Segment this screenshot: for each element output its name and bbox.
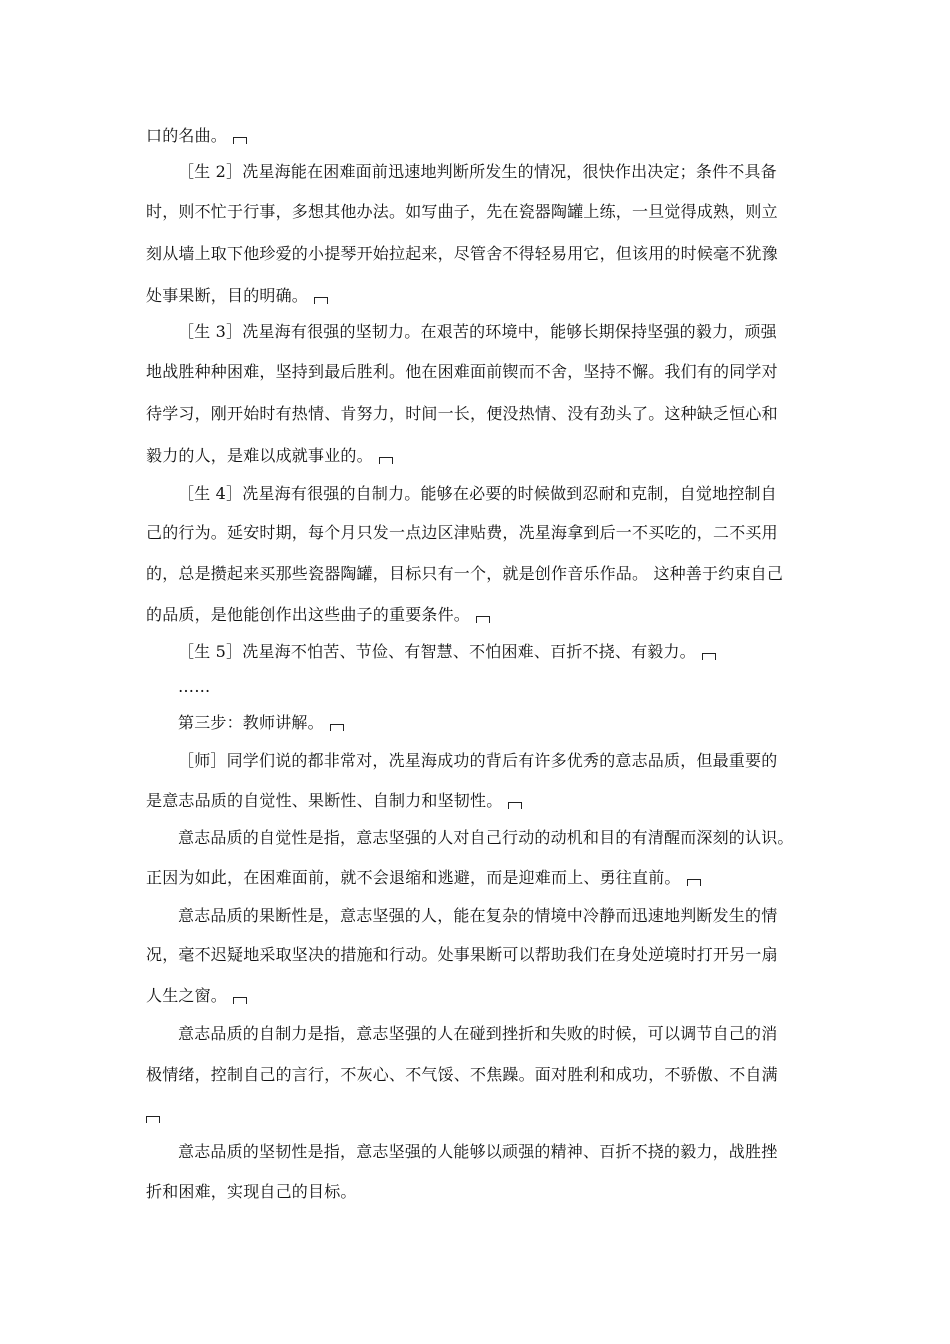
- text-line: 正因为如此，在困难面前，就不会退缩和逃避，而是迎难而上、勇往直前。: [146, 867, 836, 889]
- text-line: ［师］同学们说的都非常对，冼星海成功的背后有许多优秀的意志品质，但最重要的: [178, 751, 778, 770]
- paragraph-mark-icon: [233, 137, 247, 144]
- text-line: 己的行为。延安时期，每个月只发一点边区津贴费，冼星海拿到后一不买吃的，二不买用: [146, 523, 778, 542]
- text-line: 口的名曲。: [146, 125, 836, 147]
- text-line: ［生 5］冼星海不怕苦、节俭、有智慧、不怕困难、百折不挠、有毅力。: [178, 641, 836, 663]
- text-line: 折和困难，实现自己的目标。: [146, 1182, 357, 1201]
- text-line: 极情绪，控制自己的言行，不灰心、不气馁、不焦躁。面对胜利和成功，不骄傲、不自满: [146, 1065, 778, 1084]
- text-line: ［生 3］冼星海有很强的坚韧力。在艰苦的环境中，能够长期保持坚强的毅力，顽强: [178, 322, 777, 341]
- paragraph-mark-icon: [146, 1116, 160, 1123]
- text-line: 是意志品质的自觉性、果断性、自制力和坚韧性。: [146, 790, 836, 812]
- text-line: 意志品质的坚韧性是指，意志坚强的人能够以顽强的精神、百折不挠的毅力，战胜挫: [178, 1142, 778, 1161]
- text-line: 待学习，刚开始时有热情、肯努力，时间一长，便没热情、没有劲头了。这种缺乏恒心和: [146, 404, 778, 423]
- paragraph-mark-icon: [314, 297, 328, 304]
- paragraph-mark-icon: [330, 724, 344, 731]
- text-line: 意志品质的果断性是，意志坚强的人，能在复杂的情境中冷静而迅速地判断发生的情: [178, 906, 778, 925]
- text-line: 刻从墙上取下他珍爱的小提琴开始拉起来，尽管舍不得轻易用它，但该用的时候毫不犹豫: [146, 244, 778, 263]
- paragraph-mark-icon: [702, 653, 716, 660]
- text-line: 第三步：教师讲解。: [178, 712, 836, 734]
- text-line: 的，总是攒起来买那些瓷器陶罐，目标只有一个，就是创作音乐作品。 这种善于约束自己: [146, 564, 784, 583]
- text-line: 毅力的人，是难以成就事业的。: [146, 445, 836, 467]
- text-line: [146, 1104, 836, 1126]
- text-line: 意志品质的自制力是指，意志坚强的人在碰到挫折和失败的时候，可以调节自己的消: [178, 1024, 778, 1043]
- text-line: ［生 4］冼星海有很强的自制力。能够在必要的时候做到忍耐和克制，自觉地控制自: [178, 484, 777, 503]
- paragraph-mark-icon: [379, 457, 393, 464]
- text-line: 况，毫不迟疑地采取坚决的措施和行动。处事果断可以帮助我们在身处逆境时打开另一扇: [146, 945, 778, 964]
- paragraph-mark-icon: [508, 802, 522, 809]
- text-line: 的品质，是他能创作出这些曲子的重要条件。: [146, 604, 836, 626]
- text-line: 人生之窗。: [146, 985, 836, 1007]
- paragraph-mark-icon: [687, 879, 701, 886]
- paragraph-mark-icon: [476, 616, 490, 623]
- text-line: ［生 2］冼星海能在困难面前迅速地判断所发生的情况，很快作出决定；条件不具备: [178, 162, 777, 181]
- text-line: ……: [178, 677, 211, 696]
- text-line: 地战胜种种困难，坚持到最后胜利。他在困难面前锲而不舍，坚持不懈。我们有的同学对: [146, 362, 778, 381]
- paragraph-mark-icon: [233, 997, 247, 1004]
- text-line: 时，则不忙于行事，多想其他办法。如写曲子，先在瓷器陶罐上练，一旦觉得成熟，则立: [146, 202, 778, 221]
- text-line: 处事果断，目的明确。: [146, 285, 836, 307]
- text-line: 意志品质的自觉性是指，意志坚强的人对自己行动的动机和目的有清醒而深刻的认识。: [178, 828, 794, 847]
